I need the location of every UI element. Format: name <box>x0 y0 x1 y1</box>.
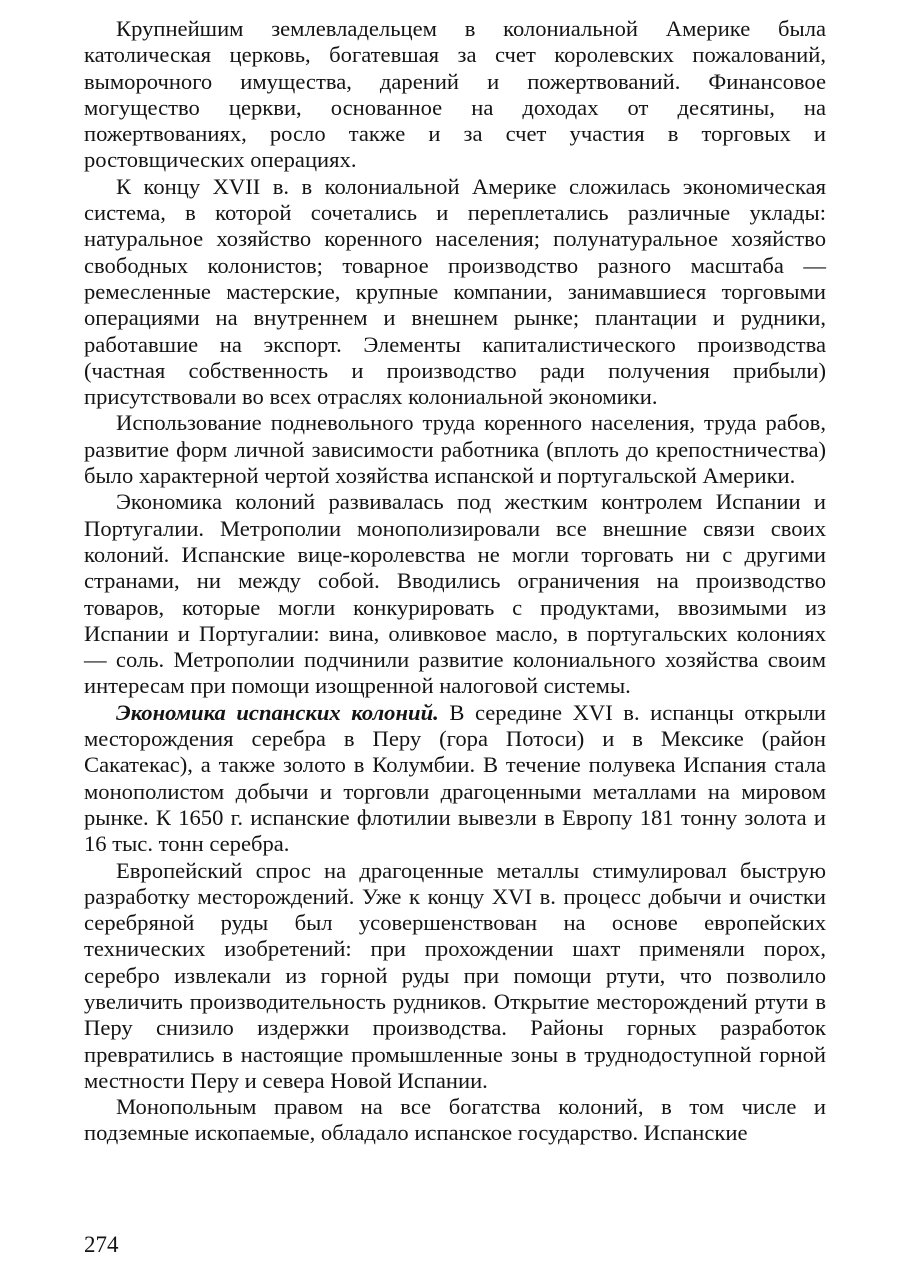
paragraph <box>84 174 826 411</box>
paragraph-text: Монопольным правом на все богатства колоний, в том числе и подземные ископаемые, обладало испанское государство. Испанские <box>84 1094 826 1146</box>
paragraph <box>84 700 826 858</box>
page-text-body <box>84 16 826 1147</box>
paragraph <box>84 410 826 489</box>
paragraph-text: Экономика колоний развивалась под жестким контролем Испании и Португалии. Метрополии монополизировали все внешние связи своих колоний. Испанские вице-королевства не могли торговать ни с другими странами, ни между собой. Вводились ограничения на производство товаров, которые могли конкурировать с продуктами, ввозимыми из Испании и Португалии: вина, оливковое масло, в португальских колониях — соль. Метрополии подчинили развитие колониального хозяйства своим интересам при помощи изощренной налоговой системы. <box>84 489 826 699</box>
paragraph <box>84 858 826 1095</box>
paragraph-text: В середине XVI в. испанцы открыли месторождения серебра в Перу (гора Потоси) и в Мексике (район Сакатекас), а также золото в Колумбии. В течение полувека Испания стала монополистом добычи и торговли драгоценными металлами на мировом рынке. К 1650 г. испанские флотилии вывезли в Европу 181 тонну золота и 16 тыс. тонн серебра. <box>84 699 827 857</box>
paragraph <box>84 489 826 699</box>
page-number: 274 <box>84 1232 119 1257</box>
paragraph-text: Использование подневольного труда коренного населения, труда рабов, развитие форм личной зависимости работника (вплоть до крепостничества) было характерной чертой хозяйства испанской и португальской Америки. <box>84 410 826 489</box>
paragraph <box>84 16 826 174</box>
paragraph-text: Европейский спрос на драгоценные металлы стимулировал быструю разработку месторождений. Уже к концу XVI в. процесс добычи и очистки серебряной руды был усовершенствован на основе европейских технических изобретений: при прохождении шахт применяли порох, серебро извлекали из горной руды при помощи ртути, что позволило увеличить производительность рудников. Открытие месторождений ртути в Перу снизило издержки производства. Районы горных разработок превратились в настоящие промышленные зоны в труднодоступной горной местности Перу и севера Новой Испании. <box>84 857 826 1093</box>
paragraph-text: Крупнейшим землевладельцем в колониальной Америке была католическая церковь, богатевшая за счет королевских пожалований, выморочного имущества, дарений и пожертвований. Финансовое могущество церкви, основанное на доходах от десятины, на пожертвованиях, росло также и за счет участия в торговых и ростовщических операциях. <box>84 16 826 173</box>
paragraph <box>84 1094 826 1147</box>
paragraph-text: К концу XVII в. в колониальной Америке сложилась экономическая система, в которой сочетались и переплетались различные уклады: натуральное хозяйство коренного населения; полунатуральное хозяйство свободных колонистов; товарное производство разного масштаба — ремесленные мастерские, крупные компании, занимавшиеся торговыми операциями на внутреннем и внешнем рынке; плантации и рудники, работавшие на экспорт. Элементы капиталистического производства (частная собственность и производство ради получения прибыли) присутствовали во всех отраслях колониальной экономики. <box>84 173 826 410</box>
section-heading: Экономика испанских колоний. <box>116 699 439 725</box>
